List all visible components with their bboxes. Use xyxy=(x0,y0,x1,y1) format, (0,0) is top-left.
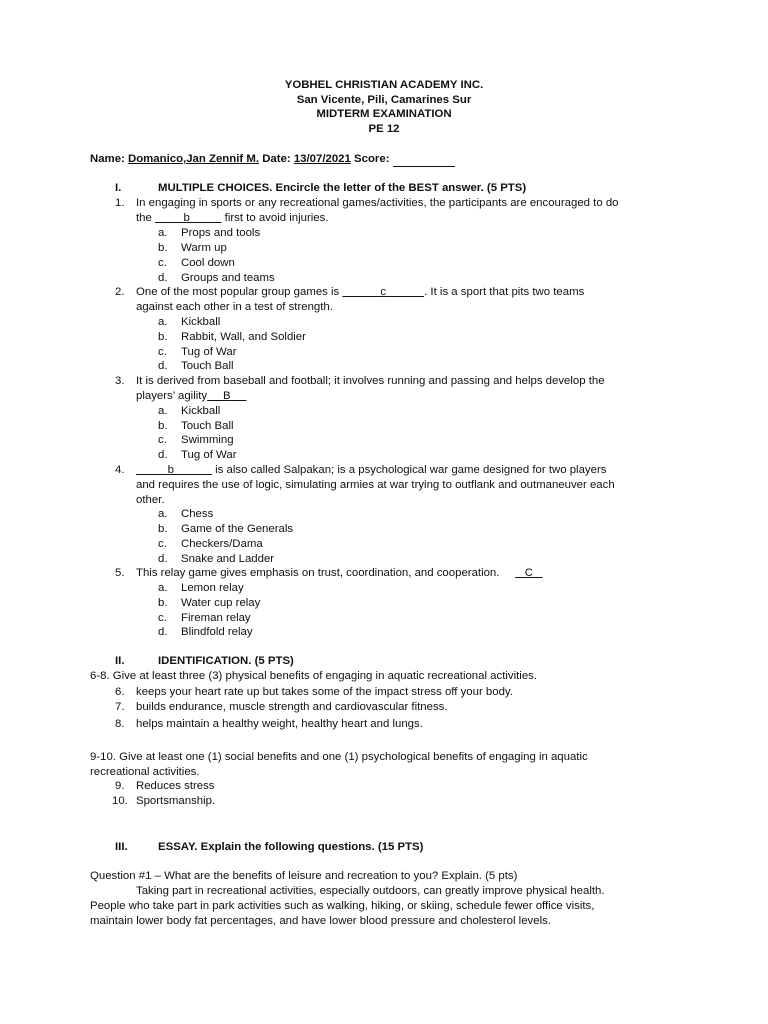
answer-text: helps maintain a healthy weight, healthy heart and lungs. xyxy=(136,718,423,730)
part2-numeral: II. xyxy=(115,655,125,667)
q1-option-text: Props and tools xyxy=(181,227,261,239)
q2-option-letter: b. xyxy=(158,331,168,343)
answer-number: 10. xyxy=(112,795,128,807)
q3-pre: players’ agility xyxy=(136,390,208,402)
document-header xyxy=(0,78,768,136)
q3-option-text: Touch Ball xyxy=(181,420,234,432)
answer-text: Sportsmanship. xyxy=(136,795,216,807)
q3-option-letter: a. xyxy=(158,405,168,417)
q1-text-line2 xyxy=(136,211,329,226)
q4-text-line2: and requires the use of logic, simulating armies at war trying to outflank and outmaneuver each xyxy=(136,479,615,491)
part2-prompt2-line2: recreational activities. xyxy=(90,766,200,778)
part3-title: ESSAY. Explain the following questions. (15 PTS) xyxy=(158,841,424,853)
q5-option-text: Lemon relay xyxy=(181,582,244,594)
q5-option-text: Water cup relay xyxy=(181,597,261,609)
name-value: Domanico,Jan Zennif M. xyxy=(128,153,260,165)
q2-option-letter: c. xyxy=(158,346,167,358)
q1-answer-blank xyxy=(155,212,221,224)
q1-number: 1. xyxy=(115,197,125,209)
student-info-line xyxy=(90,152,455,167)
answer-text: Reduces stress xyxy=(136,780,215,792)
q5-answer-blank xyxy=(515,567,542,579)
q1-pre: the xyxy=(136,212,152,224)
score-label: Score: xyxy=(354,153,390,165)
q3-answer: B xyxy=(222,390,231,402)
essay-question-1: Question #1 – What are the benefits of leisure and recreation to you? Explain. (5 pts) xyxy=(90,870,518,882)
q4-text-line3: other. xyxy=(136,494,165,506)
q1-option-text: Cool down xyxy=(181,257,235,269)
school-name: YOBHEL CHRISTIAN ACADEMY INC. xyxy=(284,79,484,91)
q2-option-letter: d. xyxy=(158,360,168,372)
q3-option-text: Tug of War xyxy=(181,449,237,461)
q3-option-text: Swimming xyxy=(181,434,234,446)
answer-number: 7. xyxy=(115,701,125,713)
q4-post: is also called Salpakan; is a psychological war game designed for two players xyxy=(215,464,607,476)
q3-option-letter: d. xyxy=(158,449,168,461)
q1-option-letter: b. xyxy=(158,242,168,254)
q4-text-line1 xyxy=(136,463,606,478)
q4-option-text: Checkers/Dama xyxy=(181,538,263,550)
q2-option-text: Kickball xyxy=(181,316,221,328)
part2-prompt2-line1: 9-10. Give at least one (1) social benefits and one (1) psychological benefits of engaging in aquatic xyxy=(90,751,588,763)
q1-post: first to avoid injuries. xyxy=(224,212,329,224)
q5-text-line1 xyxy=(136,566,543,581)
q2-text-line1 xyxy=(136,285,584,300)
q5-option-letter: c. xyxy=(158,612,167,624)
q5-text: This relay game gives emphasis on trust, coordination, and cooperation. xyxy=(136,567,500,579)
q2-option-letter: a. xyxy=(158,316,168,328)
q2-option-text: Tug of War xyxy=(181,346,237,358)
part1-numeral: I. xyxy=(115,182,122,194)
q1-option-letter: d. xyxy=(158,272,168,284)
q1-answer: b xyxy=(183,212,190,224)
q5-answer: C xyxy=(524,567,533,579)
q4-answer-blank xyxy=(136,464,212,476)
essay-answer-line3: maintain lower body fat percentages, and have lower blood pressure and cholesterol levels. xyxy=(90,915,551,927)
q4-option-letter: c. xyxy=(158,538,167,550)
q3-text-line1: It is derived from baseball and football; it involves running and passing and helps develop the xyxy=(136,375,605,387)
q3-number: 3. xyxy=(115,375,125,387)
q3-option-letter: c. xyxy=(158,434,167,446)
part3-numeral: III. xyxy=(115,841,128,853)
essay-answer-line1: Taking part in recreational activities, especially outdoors, can greatly improve physical health. xyxy=(136,885,605,897)
answer-number: 8. xyxy=(115,718,125,730)
q2-option-text: Rabbit, Wall, and Soldier xyxy=(181,331,306,343)
q4-option-text: Snake and Ladder xyxy=(181,553,275,565)
answer-number: 9. xyxy=(115,780,125,792)
q5-option-letter: a. xyxy=(158,582,168,594)
date-value: 13/07/2021 xyxy=(293,153,351,165)
q2-option-text: Touch Ball xyxy=(181,360,234,372)
q3-option-letter: b. xyxy=(158,420,168,432)
q2-post: . It is a sport that pits two teams xyxy=(424,286,585,298)
q4-option-letter: a. xyxy=(158,508,168,520)
date-label: Date: xyxy=(262,153,291,165)
q1-option-text: Groups and teams xyxy=(181,272,275,284)
answer-text: keeps your heart rate up but takes some of the impact stress off your body. xyxy=(136,686,513,698)
q4-option-text: Chess xyxy=(181,508,214,520)
q5-option-letter: b. xyxy=(158,597,168,609)
q1-option-letter: c. xyxy=(158,257,167,269)
score-blank xyxy=(393,154,455,167)
part2-prompt1: 6-8. Give at least three (3) physical benefits of engaging in aquatic recreational activities. xyxy=(90,670,538,682)
q4-number: 4. xyxy=(115,464,125,476)
q4-option-letter: d. xyxy=(158,553,168,565)
q5-option-text: Fireman relay xyxy=(181,612,251,624)
q1-option-letter: a. xyxy=(158,227,168,239)
exam-title: MIDTERM EXAMINATION xyxy=(316,108,452,121)
q5-option-letter: d. xyxy=(158,626,168,638)
q5-number: 5. xyxy=(115,567,125,579)
q2-text-line2: against each other in a test of strength. xyxy=(136,301,333,313)
q2-answer-blank xyxy=(342,286,424,298)
q2-number: 2. xyxy=(115,286,125,298)
q4-option-text: Game of the Generals xyxy=(181,523,294,535)
subject-title: PE 12 xyxy=(368,122,400,135)
q2-answer: c xyxy=(380,286,387,298)
part2-title: IDENTIFICATION. (5 PTS) xyxy=(158,655,294,667)
essay-answer-line2: People who take part in park activities such as walking, hiking, or skiing, schedule fewer office visits, xyxy=(90,900,595,912)
q5-option-text: Blindfold relay xyxy=(181,626,253,638)
q4-answer: b xyxy=(167,464,174,476)
q3-text-line2 xyxy=(136,389,246,404)
q2-pre: One of the most popular group games is xyxy=(136,286,340,298)
answer-text: builds endurance, muscle strength and cardiovascular fitness. xyxy=(136,701,448,713)
name-label: Name: xyxy=(90,153,125,165)
q3-option-text: Kickball xyxy=(181,405,221,417)
q1-text-line1: In engaging in sports or any recreational games/activities, the participants are encouraged to do xyxy=(136,197,619,209)
q4-option-letter: b. xyxy=(158,523,168,535)
answer-number: 6. xyxy=(115,686,125,698)
q3-answer-blank xyxy=(207,390,246,402)
q1-option-text: Warm up xyxy=(181,242,227,254)
part1-title: MULTIPLE CHOICES. Encircle the letter of the BEST answer. (5 PTS) xyxy=(158,182,527,194)
school-address: San Vicente, Pili, Camarines Sur xyxy=(296,93,472,106)
